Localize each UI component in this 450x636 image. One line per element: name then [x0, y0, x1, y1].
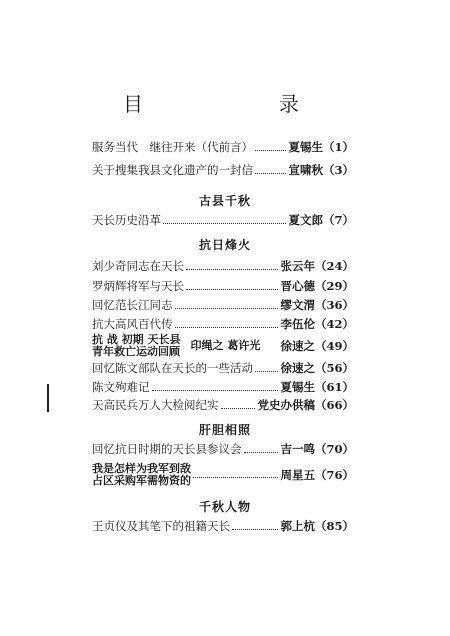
toc-entry[interactable]: [92, 259, 354, 273]
entry-author-page: 徐速之（49）: [280, 339, 354, 353]
toc-entry[interactable]: [92, 361, 354, 375]
entry-author-page: 李伍伦（42）: [280, 317, 354, 331]
toc-entry[interactable]: [92, 380, 354, 394]
entry-author-page: 缪文渭（36）: [280, 298, 354, 312]
entry-title-line: 抗 战 初期 天长县: [92, 333, 181, 346]
entry-author-page: 张云年（24）: [280, 259, 354, 273]
leader-dots: [244, 444, 279, 453]
entry-title: 罗炳辉将军与天长: [92, 279, 184, 293]
entry-author-page: 夏锡生（61）: [280, 380, 354, 394]
section-heading: 肝胆相照: [198, 423, 251, 437]
entry-author-page: 宣啸秋（3）: [288, 163, 354, 177]
toc-entry[interactable]: [92, 317, 354, 331]
toc-entry[interactable]: [92, 442, 354, 456]
toc-entry[interactable]: [92, 298, 354, 312]
section-heading: 千秋人物: [198, 500, 251, 514]
entry-coauthors: 印绳之 葛许光: [190, 339, 261, 352]
toc-entry[interactable]: [92, 213, 354, 227]
toc-entry[interactable]: [92, 140, 354, 154]
entry-title: 天高民兵万人大检阅纪实: [92, 398, 219, 412]
entry-author-page: 党史办供稿（66）: [257, 398, 354, 412]
entry-title: 刘少奇同志在天长: [92, 259, 184, 273]
entry-title: 回忆抗日时期的天长县参议会: [92, 442, 242, 456]
leader-dots: [255, 142, 286, 151]
section-heading: 古县千秋: [198, 194, 251, 208]
entry-title: 抗大高风百代传: [92, 317, 173, 331]
entry-title-line: 占区采购军需物资的: [92, 474, 191, 487]
leader-dots: [163, 215, 286, 224]
leader-dots: [221, 400, 256, 409]
leader-dots: [255, 165, 286, 174]
toc-entry[interactable]: [92, 334, 354, 358]
toc-entry[interactable]: [92, 398, 354, 412]
entry-author-page: 晋心德（29）: [280, 279, 354, 293]
toc-entry[interactable]: [92, 463, 354, 487]
leader-dots: [175, 319, 279, 328]
entry-title: 回忆范长江同志: [92, 298, 173, 312]
leader-dots: [255, 363, 278, 372]
toc-entry[interactable]: [92, 519, 354, 533]
page-title: 目 录: [123, 92, 357, 116]
entry-author-page: 郭上杭（85）: [280, 519, 354, 533]
entry-title-line: 我是怎样为我军到敌: [92, 462, 191, 475]
leader-dots: [232, 521, 278, 530]
leader-dots: [175, 300, 279, 309]
leader-dots: [186, 261, 278, 270]
entry-title: 服务当代 继往开来（代前言）: [92, 140, 253, 154]
margin-mark: [47, 384, 49, 412]
entry-title: 陈文殉难记: [92, 380, 150, 394]
section-heading: 抗日烽火: [198, 238, 251, 252]
entry-author-page: 周星五（76）: [280, 468, 354, 482]
entry-author-page: 夏文郎（7）: [288, 213, 354, 227]
entry-title: 关于搜集我县文化遗产的一封信: [92, 163, 253, 177]
leader-dots: [193, 469, 278, 478]
entry-title-line: 青年救亡运动回顾: [92, 345, 180, 358]
entry-title: [92, 334, 181, 358]
leader-dots: [186, 281, 278, 290]
leader-dots: [152, 382, 279, 391]
entry-title: [92, 463, 191, 487]
entry-author-page: 徐速之（56）: [280, 361, 354, 375]
leader-dots: [262, 341, 278, 349]
entry-title: 王贞仪及其笔下的祖籍天长: [92, 519, 230, 533]
entry-author-page: 夏锡生（1）: [288, 140, 354, 154]
toc-entry[interactable]: [92, 163, 354, 177]
entry-title: 天长历史沿革: [92, 213, 161, 227]
entry-title: 回忆陈文部队在天长的一些活动: [92, 361, 253, 375]
entry-author-page: 吉一鸣（70）: [280, 442, 354, 456]
toc-entry[interactable]: [92, 279, 354, 293]
